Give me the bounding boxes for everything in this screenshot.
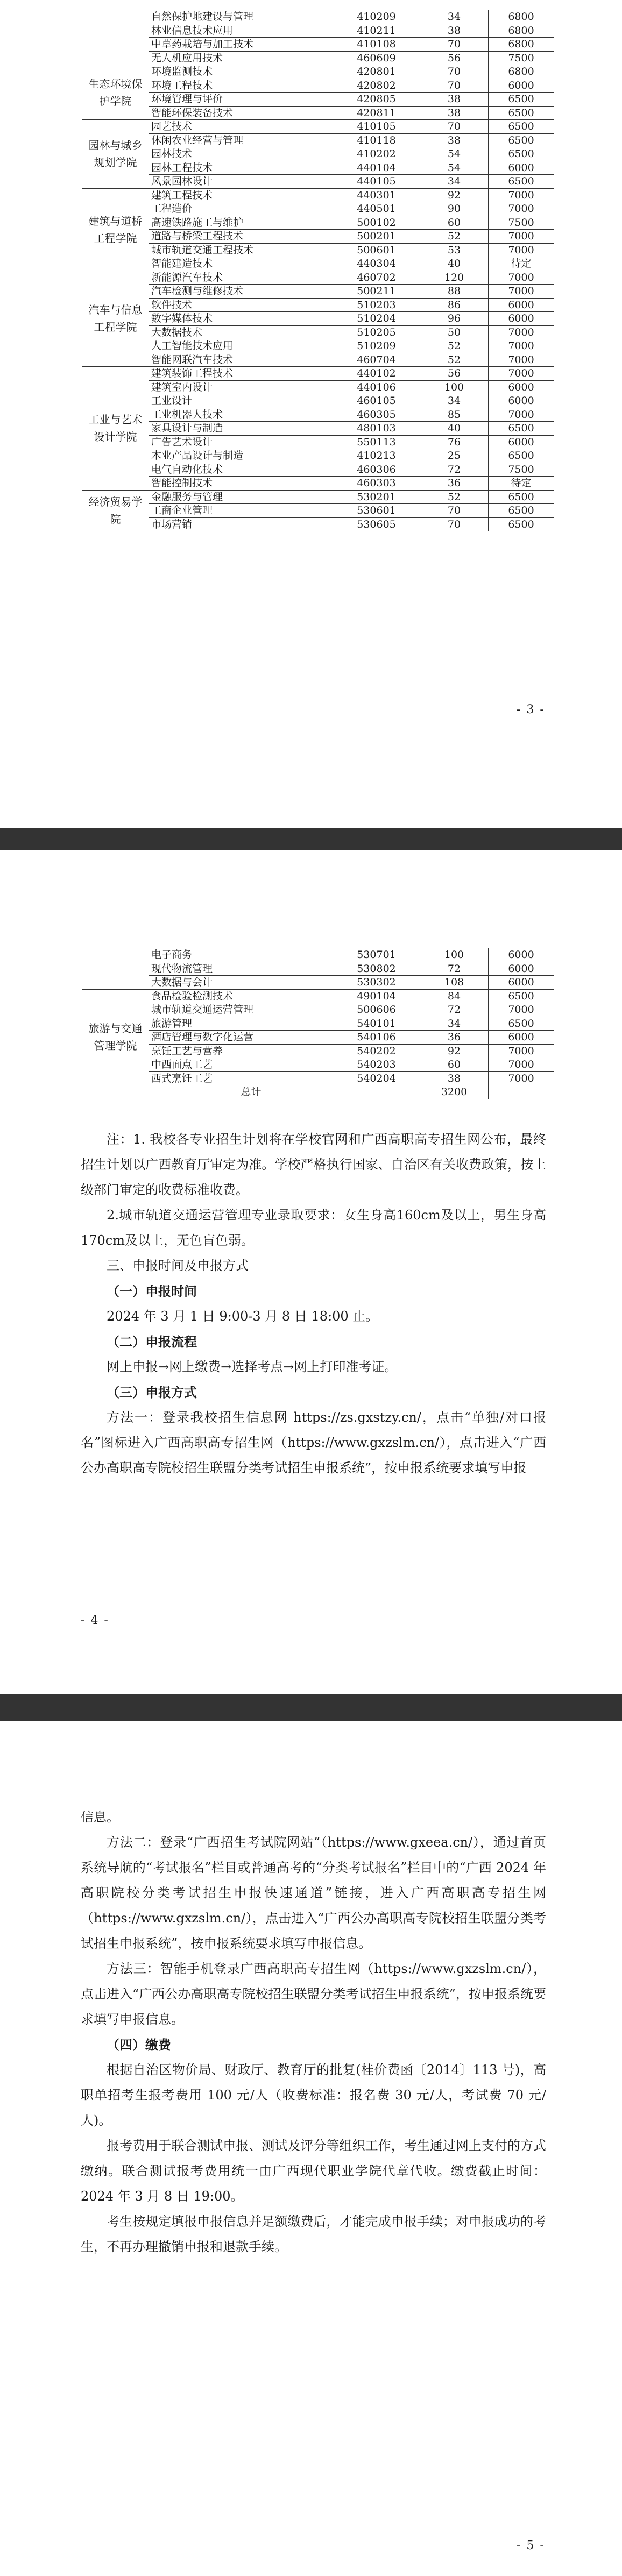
major-cell: 食品检验检测技术 xyxy=(149,989,333,1003)
table-row xyxy=(82,1003,554,1017)
major-cell: 中西面点工艺 xyxy=(149,1058,333,1072)
code-cell: 500211 xyxy=(333,285,420,299)
fee-cell: 7000 xyxy=(489,202,554,216)
plan-cell: 108 xyxy=(420,976,489,990)
major-cell: 烹饪工艺与营养 xyxy=(149,1044,333,1058)
school-cell xyxy=(82,10,149,65)
code-cell: 500606 xyxy=(333,1003,420,1017)
plan-cell: 70 xyxy=(420,120,489,134)
method-2: 方法二：登录“广西招生考试院网站”（https://www.gxeea.cn/），通过首页系统导航的“考试报名”栏目或普通高考的“分类考试报名”栏目中的“广西 2024 年高职院校分类考试招生申报快速通道”链接，进入广西高职高专招生网（https://www.gxzslm.cn/），点击进入“广西公办高职高专院校招生联盟分类考试招生申报系统”，按申报系统要求填写申报信息。 xyxy=(81,1835,546,1951)
code-cell: 540203 xyxy=(333,1058,420,1072)
major-cell: 建筑工程技术 xyxy=(149,188,333,202)
code-cell: 530601 xyxy=(333,504,420,518)
major-cell: 建筑装饰工程技术 xyxy=(149,367,333,381)
major-cell: 电气自动化技术 xyxy=(149,463,333,477)
plan-cell: 52 xyxy=(420,353,489,367)
major-cell: 广告艺术设计 xyxy=(149,435,333,449)
plan-cell: 60 xyxy=(420,216,489,230)
enrollment-table-p4 xyxy=(82,948,554,1099)
plan-cell: 52 xyxy=(420,490,489,504)
plan-cell: 50 xyxy=(420,325,489,339)
plan-cell: 34 xyxy=(420,10,489,24)
school-cell: 园林与城乡规划学院 xyxy=(82,120,149,189)
plan-cell: 70 xyxy=(420,38,489,52)
table-row xyxy=(82,1044,554,1058)
fee-cell: 6500 xyxy=(489,120,554,134)
fee-cell: 7500 xyxy=(489,463,554,477)
major-cell: 无人机应用技术 xyxy=(149,51,333,65)
table-row xyxy=(82,517,554,531)
code-cell: 540101 xyxy=(333,1017,420,1031)
table-row xyxy=(82,1058,554,1072)
major-cell: 西式烹饪工艺 xyxy=(149,1071,333,1085)
major-cell: 中草药栽培与加工技术 xyxy=(149,38,333,52)
table-row xyxy=(82,106,554,120)
fee-cell: 6000 xyxy=(489,948,554,962)
plan-cell: 90 xyxy=(420,202,489,216)
section-3-heading: 三、申报时间及申报方式 xyxy=(107,1258,249,1273)
plan-cell: 40 xyxy=(420,257,489,271)
table-row xyxy=(82,435,554,449)
plan-cell: 56 xyxy=(420,367,489,381)
plan-cell: 25 xyxy=(420,449,489,463)
table-row xyxy=(82,243,554,257)
major-cell: 工业设计 xyxy=(149,394,333,408)
code-cell: 540204 xyxy=(333,1071,420,1085)
major-cell: 园艺技术 xyxy=(149,120,333,134)
fee-cell: 6000 xyxy=(489,298,554,312)
fee-usage: 报考费用于联合测试申报、测试及评分等组织工作，考生通过网上支付的方式缴纳。联合测试报考费用统一由广西现代职业学院代章代收。缴费截止时间：2024 年 3 月 8 日 19:00。 xyxy=(81,2138,546,2204)
table-row xyxy=(82,1017,554,1031)
fee-cell: 6500 xyxy=(489,504,554,518)
code-cell: 410213 xyxy=(333,449,420,463)
fee-cell: 7500 xyxy=(489,51,554,65)
page-number: - 3 - xyxy=(517,703,545,716)
method-1: 方法一：登录我校招生信息网 https://zs.gxstzy.cn/，点击“单独/对口报名”图标进入广西高职高专招生网（https://www.gxzslm.cn/），点击进入“广西公办高职高专院校招生联盟分类考试招生申报系统”，按申报系统要求填写申报 xyxy=(81,1410,546,1475)
major-cell: 高速铁路施工与维护 xyxy=(149,216,333,230)
fee-cell: 7000 xyxy=(489,325,554,339)
table-row xyxy=(82,976,554,990)
fee-cell: 6000 xyxy=(489,1031,554,1045)
plan-cell: 72 xyxy=(420,962,489,976)
fee-cell: 6500 xyxy=(489,490,554,504)
fee-cell: 待定 xyxy=(489,477,554,491)
major-cell: 电子商务 xyxy=(149,948,333,962)
code-cell: 530701 xyxy=(333,948,420,962)
fee-cell: 7000 xyxy=(489,408,554,422)
fee-cell: 6500 xyxy=(489,106,554,120)
major-cell: 新能源汽车技术 xyxy=(149,271,333,285)
code-cell: 460303 xyxy=(333,477,420,491)
code-cell: 530605 xyxy=(333,517,420,531)
fee-cell: 6000 xyxy=(489,380,554,394)
page-separator xyxy=(0,1694,622,1721)
fee-cell: 6000 xyxy=(489,312,554,326)
code-cell: 440301 xyxy=(333,188,420,202)
plan-cell: 38 xyxy=(420,106,489,120)
plan-cell: 40 xyxy=(420,422,489,436)
table-row xyxy=(82,216,554,230)
fee-cell: 6800 xyxy=(489,38,554,52)
table-row xyxy=(82,202,554,216)
table-row xyxy=(82,285,554,299)
plan-cell: 38 xyxy=(420,1071,489,1085)
code-cell: 410118 xyxy=(333,133,420,147)
code-cell: 440501 xyxy=(333,202,420,216)
major-cell: 智能网联汽车技术 xyxy=(149,353,333,367)
subheading-time: （一）申报时间 xyxy=(107,1283,197,1299)
major-cell: 酒店管理与数字化运营 xyxy=(149,1031,333,1045)
page-5-body xyxy=(81,1805,546,2260)
table-row xyxy=(82,271,554,285)
code-cell: 440304 xyxy=(333,257,420,271)
fee-cell: 7000 xyxy=(489,339,554,353)
plan-cell: 36 xyxy=(420,477,489,491)
plan-cell: 36 xyxy=(420,1031,489,1045)
major-cell: 自然保护地建设与管理 xyxy=(149,10,333,24)
table-row xyxy=(82,490,554,504)
plan-cell: 72 xyxy=(420,463,489,477)
code-cell: 460305 xyxy=(333,408,420,422)
plan-cell: 52 xyxy=(420,339,489,353)
plan-cell: 76 xyxy=(420,435,489,449)
table-row xyxy=(82,325,554,339)
fee-cell: 7000 xyxy=(489,230,554,244)
major-cell: 木业产品设计与制造 xyxy=(149,449,333,463)
table-row xyxy=(82,504,554,518)
code-cell: 410211 xyxy=(333,24,420,38)
table-row xyxy=(82,394,554,408)
code-cell: 460704 xyxy=(333,353,420,367)
fee-cell: 7000 xyxy=(489,271,554,285)
fee-basis: 根据自治区物价局、财政厅、教育厅的批复(桂价费函〔2014〕113 号)，高职单招考生报考费用 100 元/人（收费标准：报名费 30 元/人，考试费 70 元/人)。 xyxy=(81,2062,546,2128)
code-cell: 510209 xyxy=(333,339,420,353)
code-cell: 510203 xyxy=(333,298,420,312)
fee-cell: 7000 xyxy=(489,188,554,202)
plan-cell: 56 xyxy=(420,51,489,65)
fee-cell: 6000 xyxy=(489,435,554,449)
major-cell: 城市轨道交通运营管理 xyxy=(149,1003,333,1017)
fee-cell: 7000 xyxy=(489,1003,554,1017)
major-cell: 建筑室内设计 xyxy=(149,380,333,394)
total-value: 3200 xyxy=(420,1085,489,1099)
fee-cell: 6000 xyxy=(489,394,554,408)
plan-cell: 70 xyxy=(420,65,489,79)
table-row xyxy=(82,93,554,107)
major-cell: 工业机器人技术 xyxy=(149,408,333,422)
plan-cell: 53 xyxy=(420,243,489,257)
page-5 xyxy=(0,1721,622,2576)
major-cell: 风景园林设计 xyxy=(149,175,333,189)
code-cell: 510205 xyxy=(333,325,420,339)
fee-cell: 6500 xyxy=(489,449,554,463)
fee-cell: 6500 xyxy=(489,93,554,107)
major-cell: 人工智能技术应用 xyxy=(149,339,333,353)
code-cell: 530802 xyxy=(333,962,420,976)
code-cell: 530302 xyxy=(333,976,420,990)
table-row xyxy=(82,51,554,65)
plan-cell: 60 xyxy=(420,1058,489,1072)
plan-cell: 34 xyxy=(420,175,489,189)
fee-cell: 6500 xyxy=(489,175,554,189)
major-cell: 智能建造技术 xyxy=(149,257,333,271)
plan-cell: 52 xyxy=(420,230,489,244)
major-cell: 数字媒体技术 xyxy=(149,312,333,326)
table-row xyxy=(82,477,554,491)
fee-cell: 7000 xyxy=(489,285,554,299)
major-cell: 软件技术 xyxy=(149,298,333,312)
school-cell: 经济贸易学院 xyxy=(82,490,149,531)
major-cell: 智能环保装备技术 xyxy=(149,106,333,120)
fee-notice: 考生按规定填报申报信息并足额缴费后，才能完成申报手续；对申报成功的考生，不再办理撤销申报和退款手续。 xyxy=(81,2214,546,2254)
plan-cell: 70 xyxy=(420,79,489,93)
plan-cell: 100 xyxy=(420,380,489,394)
fee-cell: 6500 xyxy=(489,422,554,436)
table-row xyxy=(82,312,554,326)
plan-cell: 86 xyxy=(420,298,489,312)
fee-cell: 6000 xyxy=(489,976,554,990)
school-cell xyxy=(82,948,149,990)
school-cell: 生态环境保护学院 xyxy=(82,65,149,120)
plan-cell: 38 xyxy=(420,24,489,38)
fee-cell: 6500 xyxy=(489,1017,554,1031)
total-row xyxy=(82,1085,554,1099)
apply-flow: 网上申报→网上缴费→选择考点→网上打印准考证。 xyxy=(107,1359,398,1374)
table-row xyxy=(82,230,554,244)
plan-cell: 92 xyxy=(420,188,489,202)
code-cell: 490104 xyxy=(333,989,420,1003)
code-cell: 410209 xyxy=(333,10,420,24)
table-row xyxy=(82,133,554,147)
table-row xyxy=(82,79,554,93)
enrollment-table-p3 xyxy=(82,10,554,531)
code-cell: 440106 xyxy=(333,380,420,394)
table-row xyxy=(82,380,554,394)
plan-cell: 54 xyxy=(420,161,489,175)
major-cell: 环境监测技术 xyxy=(149,65,333,79)
major-cell: 智能控制技术 xyxy=(149,477,333,491)
table-row xyxy=(82,339,554,353)
fee-cell: 6500 xyxy=(489,147,554,161)
table-row xyxy=(82,463,554,477)
major-cell: 林业信息技术应用 xyxy=(149,24,333,38)
plan-cell: 72 xyxy=(420,1003,489,1017)
fee-cell: 7000 xyxy=(489,1071,554,1085)
major-cell: 金融服务与管理 xyxy=(149,490,333,504)
note-1: 注：1. 我校各专业招生计划将在学校官网和广西高职高专招生网公布，最终招生计划以广西教育厅审定为准。学校严格执行国家、自治区有关收费政策，按上级部门审定的收费标准收费。 xyxy=(81,1132,546,1197)
code-cell: 420802 xyxy=(333,79,420,93)
plan-cell: 38 xyxy=(420,93,489,107)
code-cell: 540106 xyxy=(333,1031,420,1045)
code-cell: 550113 xyxy=(333,435,420,449)
fee-cell: 7000 xyxy=(489,1044,554,1058)
table-row xyxy=(82,367,554,381)
plan-cell: 70 xyxy=(420,504,489,518)
major-cell: 园林工程技术 xyxy=(149,161,333,175)
table-row xyxy=(82,120,554,134)
fee-cell: 6000 xyxy=(489,161,554,175)
major-cell: 现代物流管理 xyxy=(149,962,333,976)
major-cell: 汽车检测与维修技术 xyxy=(149,285,333,299)
fee-cell: 7000 xyxy=(489,367,554,381)
fee-cell: 6500 xyxy=(489,989,554,1003)
fee-cell: 7500 xyxy=(489,216,554,230)
major-cell: 休闲农业经营与管理 xyxy=(149,133,333,147)
apply-time: 2024 年 3 月 1 日 9:00-3 月 8 日 18:00 止。 xyxy=(107,1309,379,1324)
fee-cell: 6000 xyxy=(489,79,554,93)
code-cell: 530201 xyxy=(333,490,420,504)
plan-cell: 84 xyxy=(420,989,489,1003)
page-number: - 5 - xyxy=(517,2539,545,2552)
school-cell: 建筑与道桥工程学院 xyxy=(82,188,149,271)
subheading-flow: （二）申报流程 xyxy=(107,1334,197,1350)
code-cell: 500102 xyxy=(333,216,420,230)
table-row xyxy=(82,175,554,189)
table-row xyxy=(82,10,554,24)
code-cell: 410105 xyxy=(333,120,420,134)
page-separator xyxy=(0,828,622,850)
table-row xyxy=(82,161,554,175)
method-3: 方法三：智能手机登录广西高职高专招生网（https://www.gxzslm.cn/），点击进入“广西公办高职高专院校招生联盟分类考试招生申报系统”，按申报系统要求填写申报信息。 xyxy=(81,1961,546,2027)
table-row xyxy=(82,257,554,271)
code-cell: 440104 xyxy=(333,161,420,175)
table-row xyxy=(82,1031,554,1045)
table-row xyxy=(82,65,554,79)
note-2: 2.城市轨道交通运营管理专业录取要求：女生身高160cm及以上，男生身高170cm及以上，无色盲色弱。 xyxy=(81,1208,546,1248)
fee-cell: 6800 xyxy=(489,10,554,24)
major-cell: 工商企业管理 xyxy=(149,504,333,518)
major-cell: 家具设计与制造 xyxy=(149,422,333,436)
code-cell: 410202 xyxy=(333,147,420,161)
major-cell: 环境管理与评价 xyxy=(149,93,333,107)
fee-cell: 待定 xyxy=(489,257,554,271)
major-cell: 市场营销 xyxy=(149,517,333,531)
fee-cell: 7000 xyxy=(489,1058,554,1072)
code-cell: 410108 xyxy=(333,38,420,52)
table-row xyxy=(82,188,554,202)
page-4-body xyxy=(81,1127,546,1481)
page-4 xyxy=(0,850,622,1694)
table-row xyxy=(82,1071,554,1085)
code-cell: 460105 xyxy=(333,394,420,408)
fee-cell: 7000 xyxy=(489,353,554,367)
plan-cell: 54 xyxy=(420,147,489,161)
code-cell: 440102 xyxy=(333,367,420,381)
code-cell: 480103 xyxy=(333,422,420,436)
fee-cell: 7000 xyxy=(489,243,554,257)
table-row xyxy=(82,422,554,436)
code-cell: 460609 xyxy=(333,51,420,65)
page-number: - 4 - xyxy=(81,1614,109,1627)
plan-cell: 70 xyxy=(420,517,489,531)
code-cell: 510204 xyxy=(333,312,420,326)
plan-cell: 34 xyxy=(420,394,489,408)
table-row xyxy=(82,989,554,1003)
table-row xyxy=(82,147,554,161)
plan-cell: 88 xyxy=(420,285,489,299)
plan-cell: 100 xyxy=(420,948,489,962)
school-cell: 旅游与交通管理学院 xyxy=(82,989,149,1085)
code-cell: 500601 xyxy=(333,243,420,257)
continued-text: 信息。 xyxy=(81,1809,119,1825)
table-row xyxy=(82,38,554,52)
plan-cell: 38 xyxy=(420,133,489,147)
major-cell: 旅游管理 xyxy=(149,1017,333,1031)
plan-cell: 85 xyxy=(420,408,489,422)
fee-cell: 6800 xyxy=(489,65,554,79)
table-row xyxy=(82,408,554,422)
table-row xyxy=(82,449,554,463)
code-cell: 420811 xyxy=(333,106,420,120)
major-cell: 城市轨道交通工程技术 xyxy=(149,243,333,257)
total-label: 总计 xyxy=(82,1085,420,1099)
major-cell: 工程造价 xyxy=(149,202,333,216)
table-row xyxy=(82,24,554,38)
major-cell: 园林技术 xyxy=(149,147,333,161)
page-3 xyxy=(0,0,622,828)
code-cell: 420805 xyxy=(333,93,420,107)
major-cell: 大数据技术 xyxy=(149,325,333,339)
table-row xyxy=(82,962,554,976)
subheading-method: （三）申报方式 xyxy=(107,1385,197,1400)
major-cell: 环境工程技术 xyxy=(149,79,333,93)
fee-cell: 6000 xyxy=(489,962,554,976)
code-cell: 540202 xyxy=(333,1044,420,1058)
code-cell: 440105 xyxy=(333,175,420,189)
school-cell: 工业与艺术设计学院 xyxy=(82,367,149,491)
table-row xyxy=(82,298,554,312)
major-cell: 大数据与会计 xyxy=(149,976,333,990)
plan-cell: 92 xyxy=(420,1044,489,1058)
code-cell: 500201 xyxy=(333,230,420,244)
plan-cell: 120 xyxy=(420,271,489,285)
table-row xyxy=(82,948,554,962)
subheading-fee: （四）缴费 xyxy=(107,2037,171,2053)
fee-cell: 6800 xyxy=(489,24,554,38)
fee-cell: 6500 xyxy=(489,517,554,531)
code-cell: 460306 xyxy=(333,463,420,477)
code-cell: 460702 xyxy=(333,271,420,285)
plan-cell: 96 xyxy=(420,312,489,326)
plan-cell: 34 xyxy=(420,1017,489,1031)
code-cell: 420801 xyxy=(333,65,420,79)
fee-cell: 6500 xyxy=(489,133,554,147)
major-cell: 道路与桥梁工程技术 xyxy=(149,230,333,244)
school-cell: 汽车与信息工程学院 xyxy=(82,271,149,367)
table-row xyxy=(82,353,554,367)
